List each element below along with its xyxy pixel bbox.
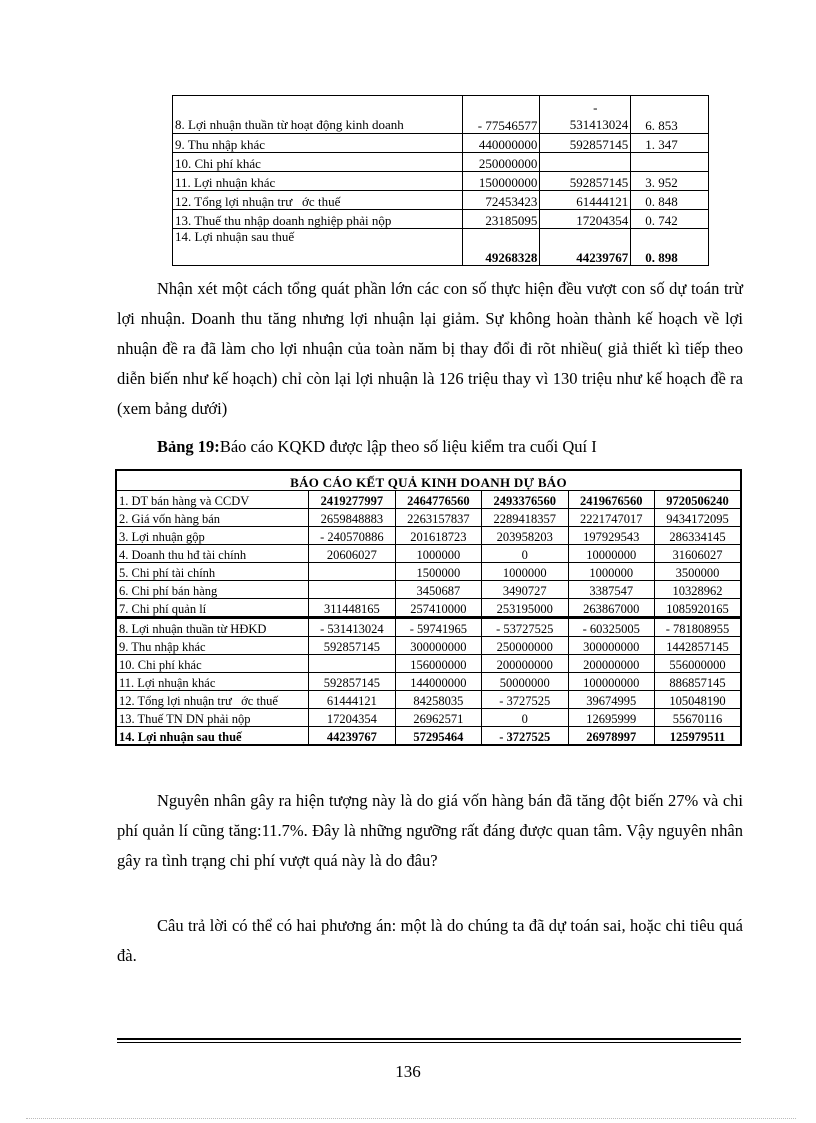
cell: 2419277997	[309, 491, 395, 509]
cell	[631, 153, 709, 172]
cell: 0	[482, 545, 568, 563]
row-label: 2. Giá vốn hàng bán	[116, 509, 309, 527]
cell: 311448165	[309, 599, 395, 618]
row-label: 1. DT bán hàng và CCDV	[116, 491, 309, 509]
table-title-row	[116, 470, 741, 491]
cell: 0. 898	[631, 229, 709, 266]
table-row	[116, 545, 741, 563]
cell: 556000000	[654, 655, 741, 673]
cell: 39674995	[568, 691, 654, 709]
cell: 55670116	[654, 709, 741, 727]
table-row	[116, 691, 741, 709]
row-label: 9. Thu nhập khác	[173, 134, 463, 153]
cell: 10328962	[654, 581, 741, 599]
cell: 250000000	[482, 637, 568, 655]
row-label: 12. Tổng lợi nhuận trư ớc thuế	[173, 191, 463, 210]
cell: 300000000	[395, 637, 481, 655]
cell: - 531413024	[309, 618, 395, 637]
cell: 44239767	[309, 727, 395, 746]
cell: 10000000	[568, 545, 654, 563]
forecast-report-table	[115, 469, 742, 746]
row-label: 4. Doanh thu hđ tài chính	[116, 545, 309, 563]
cell: 61444121	[540, 191, 631, 210]
row-label: 9. Thu nhập khác	[116, 637, 309, 655]
cell: 50000000	[482, 673, 568, 691]
cell: 300000000	[568, 637, 654, 655]
table-row	[173, 229, 709, 266]
cell: 1000000	[568, 563, 654, 581]
table-row	[173, 153, 709, 172]
cell: - 781808955	[654, 618, 741, 637]
row-label: 10. Chi phí khác	[116, 655, 309, 673]
row-label: 14. Lợi nhuận sau thuế	[116, 727, 309, 746]
cell: 20606027	[309, 545, 395, 563]
table-caption	[157, 437, 597, 457]
cell: 3387547	[568, 581, 654, 599]
cell: 203958203	[482, 527, 568, 545]
cell: 12695999	[568, 709, 654, 727]
table-row	[173, 96, 709, 134]
cell: 3500000	[654, 563, 741, 581]
cell: 440000000	[463, 134, 540, 153]
cell: 592857145	[309, 637, 395, 655]
row-label: 6. Chi phí bán hàng	[116, 581, 309, 599]
cell: 3490727	[482, 581, 568, 599]
cell	[309, 581, 395, 599]
cell: 197929543	[568, 527, 654, 545]
cell: 49268328	[463, 229, 540, 266]
cell: 156000000	[395, 655, 481, 673]
cell: 201618723	[395, 527, 481, 545]
cell: - 77546577	[463, 96, 540, 134]
dash-mark: -	[593, 100, 598, 115]
cell: 263867000	[568, 599, 654, 618]
table-row	[116, 637, 741, 655]
cell: - 3727525	[482, 691, 568, 709]
cell: 72453423	[463, 191, 540, 210]
cell-value: 531413024	[569, 117, 629, 132]
cell: - 240570886	[309, 527, 395, 545]
table-row	[116, 581, 741, 599]
cell: - 60325005	[568, 618, 654, 637]
table-row	[116, 491, 741, 509]
table-row	[173, 172, 709, 191]
cell: 1500000	[395, 563, 481, 581]
cell: 1. 347	[631, 134, 709, 153]
cell: 0. 848	[631, 191, 709, 210]
cell: 1000000	[395, 545, 481, 563]
row-label: 12. Tổng lợi nhuận trư ớc thuế	[116, 691, 309, 709]
cell: 200000000	[568, 655, 654, 673]
cell: 592857145	[540, 172, 631, 191]
cell: - 3727525	[482, 727, 568, 746]
row-label: 14. Lợi nhuận sau thuế	[173, 229, 463, 266]
row-label: 13. Thuế thu nhập doanh nghiệp phải nộp	[173, 210, 463, 229]
table-row	[173, 134, 709, 153]
table-row	[116, 727, 741, 746]
cell: 0. 742	[631, 210, 709, 229]
table-row	[116, 709, 741, 727]
table-row	[173, 191, 709, 210]
row-label: 3. Lợi nhuận gộp	[116, 527, 309, 545]
cell: 9720506240	[654, 491, 741, 509]
cell: 2221747017	[568, 509, 654, 527]
cell: 253195000	[482, 599, 568, 618]
kpi-comparison-table	[172, 95, 709, 266]
paragraph-3: Câu trả lời có thể có hai phương án: một là do chúng ta đã dự toán sai, hoặc chi tiêu quá đà.	[117, 916, 743, 965]
row-label: 13. Thuế TN DN phải nộp	[116, 709, 309, 727]
cell: 1085920165	[654, 599, 741, 618]
row-label: 5. Chi phí tài chính	[116, 563, 309, 581]
row-label: 10. Chi phí khác	[173, 153, 463, 172]
cell: 6. 853	[631, 96, 709, 134]
cell: 17204354	[540, 210, 631, 229]
cell: 2464776560	[395, 491, 481, 509]
cell: 23185095	[463, 210, 540, 229]
cell: 57295464	[395, 727, 481, 746]
caption-text: Báo cáo KQKD được lập theo số liệu kiểm tra cuối Quí I	[219, 437, 597, 456]
cell: 84258035	[395, 691, 481, 709]
cell: 3. 952	[631, 172, 709, 191]
cell: 592857145	[309, 673, 395, 691]
cell: 886857145	[654, 673, 741, 691]
cell: 144000000	[395, 673, 481, 691]
row-label: 11. Lợi nhuận khác	[116, 673, 309, 691]
footer-rule-thin	[117, 1042, 741, 1043]
table-row	[116, 527, 741, 545]
cell: - 53727525	[482, 618, 568, 637]
cell: 61444121	[309, 691, 395, 709]
cell: 26962571	[395, 709, 481, 727]
cell: 257410000	[395, 599, 481, 618]
table-row	[116, 509, 741, 527]
cell: 105048190	[654, 691, 741, 709]
table-row	[116, 673, 741, 691]
cell: 2419676560	[568, 491, 654, 509]
cell: 17204354	[309, 709, 395, 727]
cell: 286334145	[654, 527, 741, 545]
cell: 3450687	[395, 581, 481, 599]
cell: 1000000	[482, 563, 568, 581]
row-label: 8. Lợi nhuận thuần từ HĐKD	[116, 618, 309, 637]
cell: 2289418357	[482, 509, 568, 527]
row-label: 11. Lợi nhuận khác	[173, 172, 463, 191]
cell: 200000000	[482, 655, 568, 673]
cell: 9434172095	[654, 509, 741, 527]
table-title: BÁO CÁO KẾT QUẢ KINH DOANH DỰ BÁO	[116, 470, 741, 491]
page-number: 136	[395, 1062, 421, 1081]
table-row	[116, 618, 741, 637]
cell: 31606027	[654, 545, 741, 563]
table-row	[116, 599, 741, 618]
cell: 592857145	[540, 134, 631, 153]
cell: 250000000	[463, 153, 540, 172]
cell	[309, 563, 395, 581]
caption-label: Bảng 19:	[157, 437, 220, 456]
cell: 100000000	[568, 673, 654, 691]
row-label: 7. Chi phí quản lí	[116, 599, 309, 618]
cell: 125979511	[654, 727, 741, 746]
cell: 0	[482, 709, 568, 727]
cell	[540, 153, 631, 172]
paragraph-1: Nhận xét một cách tổng quát phần lớn các con số thực hiện đều vượt con số dự toán trừ lợi nhuận. Doanh thu tăng nhưng lợi nhuận lại giảm. Sự không hoàn thành kế hoạch về lợi nhuận đề ra đã làm cho lợi nhuận của toàn năm bị thay đổi đi rõt nhiều( giả thiết kì tiếp theo diễn biến như kế hoạch) chỉ còn lại lợi nhuận là 126 triệu thay vì 130 triệu như kế hoạch đề ra (xem bảng dưới)	[117, 279, 743, 418]
footer-rule	[117, 1038, 741, 1040]
cell: 2493376560	[482, 491, 568, 509]
cell: 26978997	[568, 727, 654, 746]
table-row	[116, 655, 741, 673]
cell: 150000000	[463, 172, 540, 191]
cell: 44239767	[540, 229, 631, 266]
cell: 2263157837	[395, 509, 481, 527]
cell	[540, 96, 631, 134]
table-row	[173, 210, 709, 229]
table-row	[116, 563, 741, 581]
page-bottom-border	[26, 1118, 796, 1119]
cell: - 59741965	[395, 618, 481, 637]
paragraph-2: Nguyên nhân gây ra hiện tượng này là do giá vốn hàng bán đã tăng đột biến 27% và chi phí quản lí cũng tăng:11.7%. Đây là những ngưỡng rất đáng được quan tâm. Vậy nguyên nhân gây ra tình trạng chi phí vượt quá này là do đâu?	[117, 791, 743, 870]
cell: 2659848883	[309, 509, 395, 527]
cell	[309, 655, 395, 673]
row-label: 8. Lợi nhuận thuần từ hoạt động kinh doanh	[173, 96, 463, 134]
cell: 1442857145	[654, 637, 741, 655]
